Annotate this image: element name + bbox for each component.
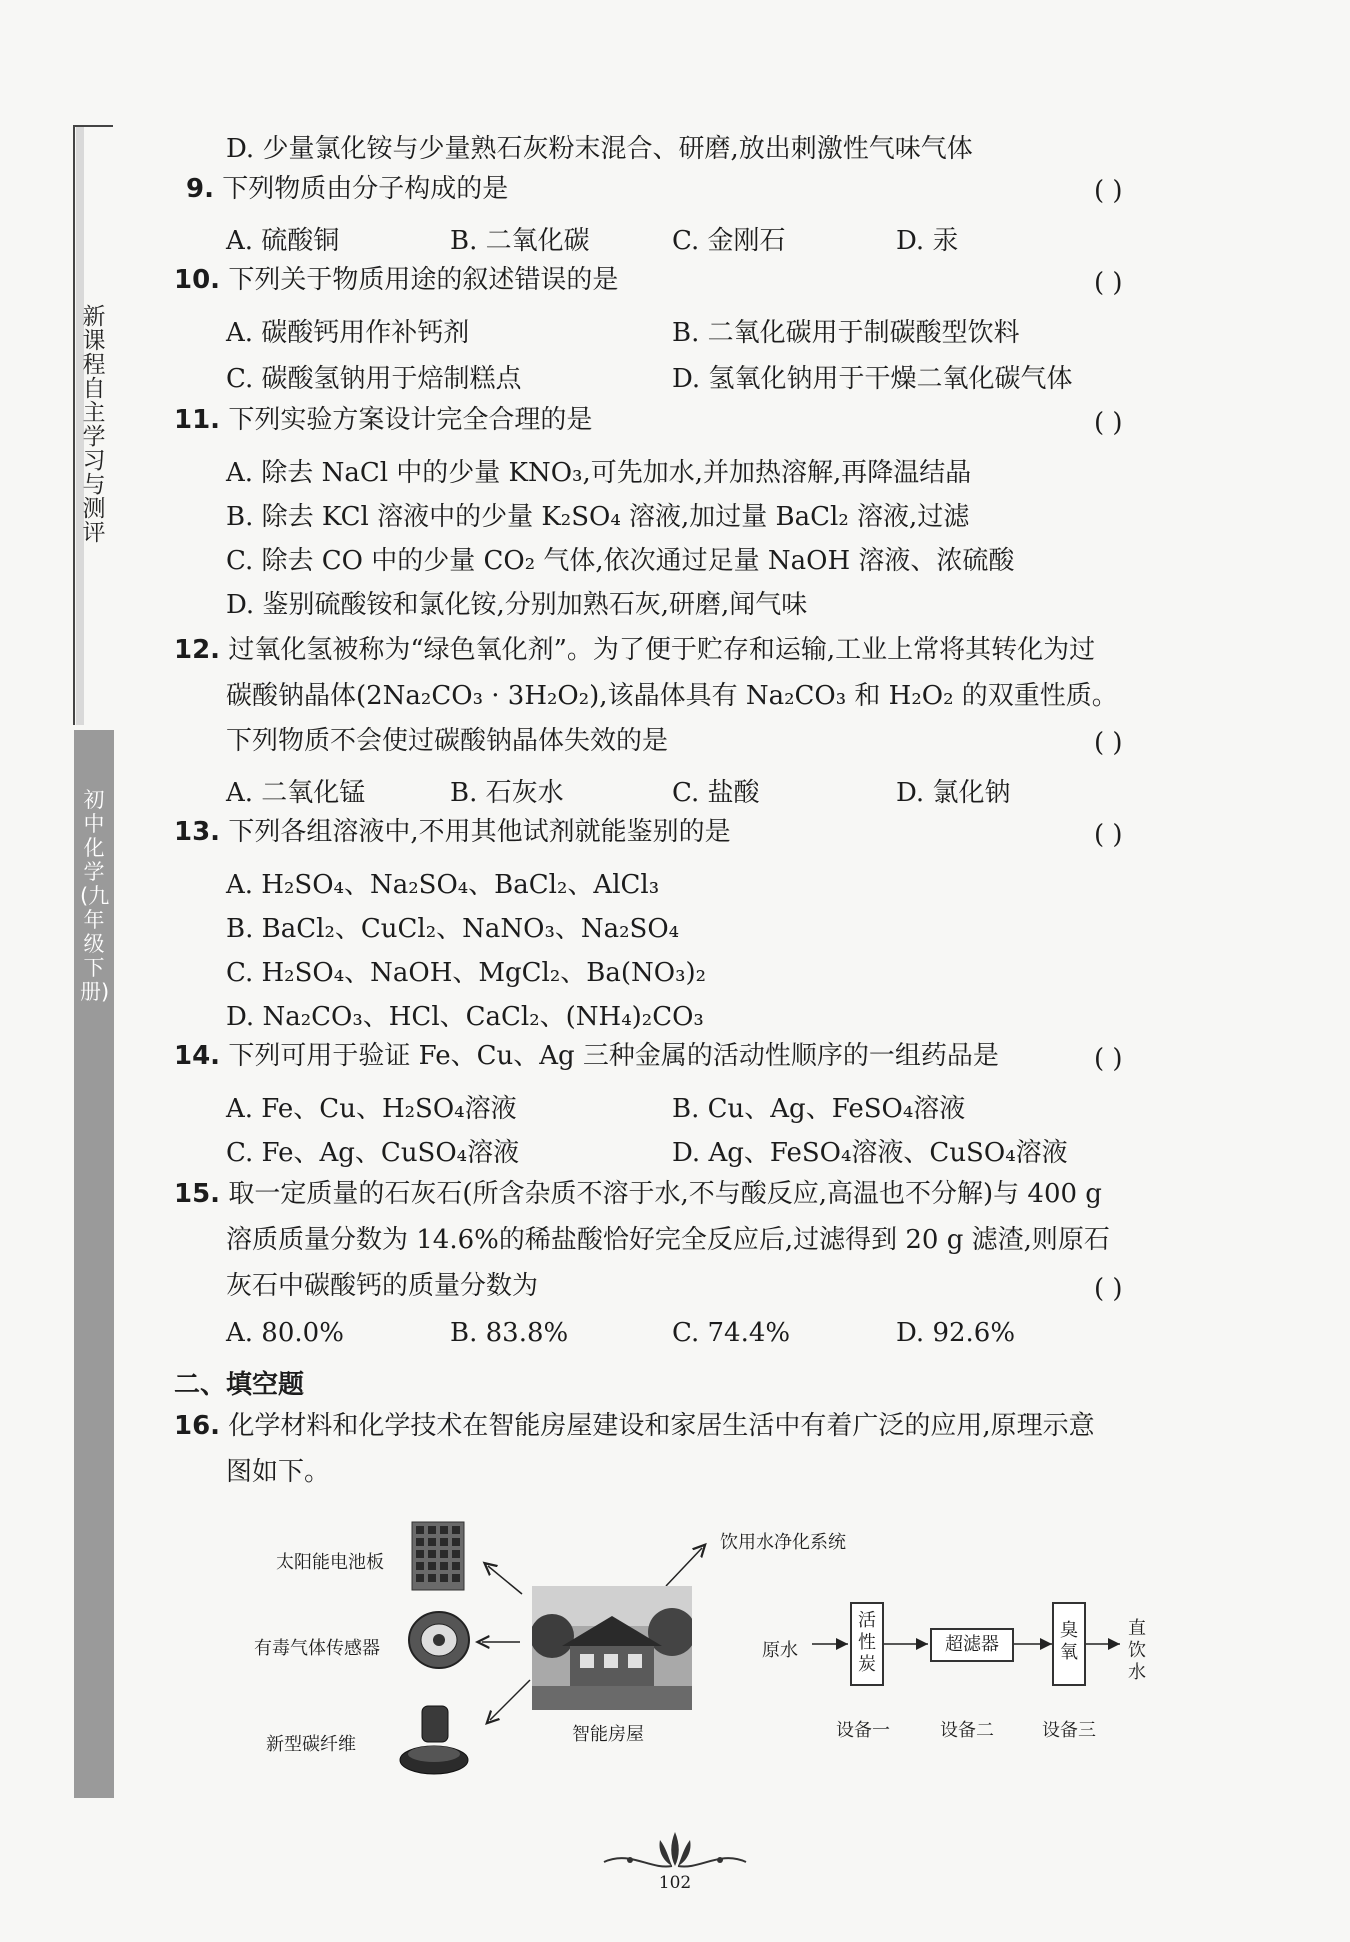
q10-option-d: D. 氢氧化钠用于干燥二氧化碳气体 <box>672 364 1073 394</box>
device3-label: 设备三 <box>1042 1720 1096 1741</box>
q12-stem-line2: 碳酸钠晶体(2Na₂CO₃ · 3H₂O₂),该晶体具有 Na₂CO₃ 和 H₂O₂ 的双重性质。 <box>226 681 1118 711</box>
q13-stem <box>174 816 731 848</box>
q13-option-a: A. H₂SO₄、Na₂SO₄、BaCl₂、AlCl₃ <box>226 870 660 900</box>
raw-water-label: 原水 <box>762 1640 798 1661</box>
q11-option-c: C. 除去 CO 中的少量 CO₂ 气体,依次通过足量 NaOH 溶液、浓硫酸 <box>226 546 1015 576</box>
q16-number: 16. <box>174 1411 221 1441</box>
q12-answer-blank: ( ) <box>1094 728 1123 758</box>
q15-option-d: D. 92.6% <box>896 1318 1016 1348</box>
q13-number: 13. <box>174 817 221 847</box>
q14-stem <box>174 1040 999 1072</box>
q16-text-1: 化学材料和化学技术在智能房屋建设和家居生活中有着广泛的应用,原理示意 <box>228 1411 1095 1441</box>
q12-stem-line1 <box>174 634 1095 666</box>
device2-label: 设备二 <box>940 1720 994 1741</box>
gas-sensor-label: 有毒气体传感器 <box>254 1638 380 1659</box>
q11-option-a: A. 除去 NaCl 中的少量 KNO₃,可先加水,并加热溶解,再降温结晶 <box>226 458 972 488</box>
q15-number: 15. <box>174 1179 221 1209</box>
q15-option-a: A. 80.0% <box>226 1318 344 1348</box>
carbon-fiber-image <box>396 1702 472 1778</box>
sidebar-book-title: 新课程自主学习与测评 <box>82 304 106 546</box>
q9-number: 9. <box>186 174 214 204</box>
device1-activated-carbon: 活性炭 <box>850 1602 884 1686</box>
q13-text: 下列各组溶液中,不用其他试剂就能鉴别的是 <box>228 817 731 847</box>
q16-stem-line1 <box>174 1410 1095 1442</box>
solar-panel-image <box>410 1520 466 1592</box>
q10-option-c: C. 碳酸氢钠用于焙制糕点 <box>226 364 522 394</box>
q14-option-a: A. Fe、Cu、H₂SO₄溶液 <box>226 1094 517 1124</box>
q12-option-b: B. 石灰水 <box>450 778 564 808</box>
q15-option-c: C. 74.4% <box>672 1318 791 1348</box>
q11-option-d: D. 鉴别硫酸铵和氯化铵,分别加熟石灰,研磨,闻气味 <box>226 590 808 620</box>
device3-ozone: 臭氧 <box>1052 1602 1086 1686</box>
q15-option-b: B. 83.8% <box>450 1318 569 1348</box>
q12-option-a: A. 二氧化锰 <box>226 778 366 808</box>
device1-label: 设备一 <box>836 1720 890 1741</box>
q11-option-b: B. 除去 KCl 溶液中的少量 K₂SO₄ 溶液,加过量 BaCl₂ 溶液,过滤 <box>226 502 970 532</box>
q14-option-d: D. Ag、FeSO₄溶液、CuSO₄溶液 <box>672 1138 1068 1168</box>
q15-text-1: 取一定质量的石灰石(所含杂质不溶于水,不与酸反应,高温也不分解)与 400 g <box>228 1179 1102 1209</box>
direct-drinking-water-label: 直饮水 <box>1128 1618 1146 1683</box>
q13-option-c: C. H₂SO₄、NaOH、MgCl₂、Ba(NO₃)₂ <box>226 958 707 988</box>
q11-stem <box>174 404 592 436</box>
q16-stem-line2: 图如下。 <box>226 1457 331 1487</box>
q15-stem-line1 <box>174 1178 1102 1210</box>
q13-option-b: B. BaCl₂、CuCl₂、NaNO₃、Na₂SO₄ <box>226 914 680 944</box>
q9-option-c: C. 金刚石 <box>672 226 786 256</box>
q12-stem-line3: 下列物质不会使过碳酸钠晶体失效的是 <box>226 726 669 756</box>
footer-ornament-icon <box>600 1826 750 1874</box>
q9-stem <box>186 173 508 205</box>
device2-ultrafilter: 超滤器 <box>930 1628 1014 1662</box>
q12-option-d: D. 氯化钠 <box>896 778 1011 808</box>
q8-option-d: D. 少量氯化铵与少量熟石灰粉末混合、研磨,放出刺激性气味气体 <box>226 134 973 164</box>
q12-text-1: 过氧化氢被称为“绿色氧化剂”。为了便于贮存和运输,工业上常将其转化为过 <box>228 635 1096 665</box>
smart-house-image <box>532 1586 692 1710</box>
q14-option-b: B. Cu、Ag、FeSO₄溶液 <box>672 1094 966 1124</box>
q10-option-b: B. 二氧化碳用于制碳酸型饮料 <box>672 318 1020 348</box>
q10-option-a: A. 碳酸钙用作补钙剂 <box>226 318 470 348</box>
q10-stem <box>174 264 618 296</box>
carbon-fiber-label: 新型碳纤维 <box>266 1734 356 1755</box>
q13-answer-blank: ( ) <box>1094 820 1123 850</box>
q12-option-c: C. 盐酸 <box>672 778 760 808</box>
q9-option-a: A. 硫酸铜 <box>226 226 340 256</box>
page-number: 102 <box>658 1873 692 1893</box>
q11-text: 下列实验方案设计完全合理的是 <box>228 405 593 435</box>
q11-answer-blank: ( ) <box>1094 408 1123 438</box>
q14-option-c: C. Fe、Ag、CuSO₄溶液 <box>226 1138 520 1168</box>
q10-number: 10. <box>174 265 221 295</box>
q13-option-d: D. Na₂CO₃、HCl、CaCl₂、(NH₄)₂CO₃ <box>226 1002 704 1032</box>
q15-answer-blank: ( ) <box>1094 1274 1123 1304</box>
sidebar-grade-label: 初中化学(九年级下册) <box>80 788 110 1004</box>
q14-number: 14. <box>174 1041 221 1071</box>
q15-stem-line2: 溶质质量分数为 14.6%的稀盐酸恰好完全反应后,过滤得到 20 g 滤渣,则原石 <box>226 1225 1110 1255</box>
q11-number: 11. <box>174 405 221 435</box>
section-heading-fill-blank: 二、填空题 <box>174 1370 305 1400</box>
q14-answer-blank: ( ) <box>1094 1044 1123 1074</box>
q9-option-b: B. 二氧化碳 <box>450 226 590 256</box>
q9-answer-blank: ( ) <box>1094 176 1123 206</box>
gas-sensor-image <box>406 1608 472 1672</box>
q10-answer-blank: ( ) <box>1094 268 1123 298</box>
smart-house-label: 智能房屋 <box>572 1724 644 1745</box>
q9-option-d: D. 汞 <box>896 226 959 256</box>
q14-text: 下列可用于验证 Fe、Cu、Ag 三种金属的活动性顺序的一组药品是 <box>228 1041 999 1071</box>
water-system-label: 饮用水净化系统 <box>720 1532 846 1553</box>
q12-number: 12. <box>174 635 221 665</box>
solar-panel-label: 太阳能电池板 <box>276 1552 384 1573</box>
q10-text: 下列关于物质用途的叙述错误的是 <box>228 265 619 295</box>
q9-text: 下列物质由分子构成的是 <box>222 174 509 204</box>
q15-stem-line3: 灰石中碳酸钙的质量分数为 <box>226 1271 539 1301</box>
